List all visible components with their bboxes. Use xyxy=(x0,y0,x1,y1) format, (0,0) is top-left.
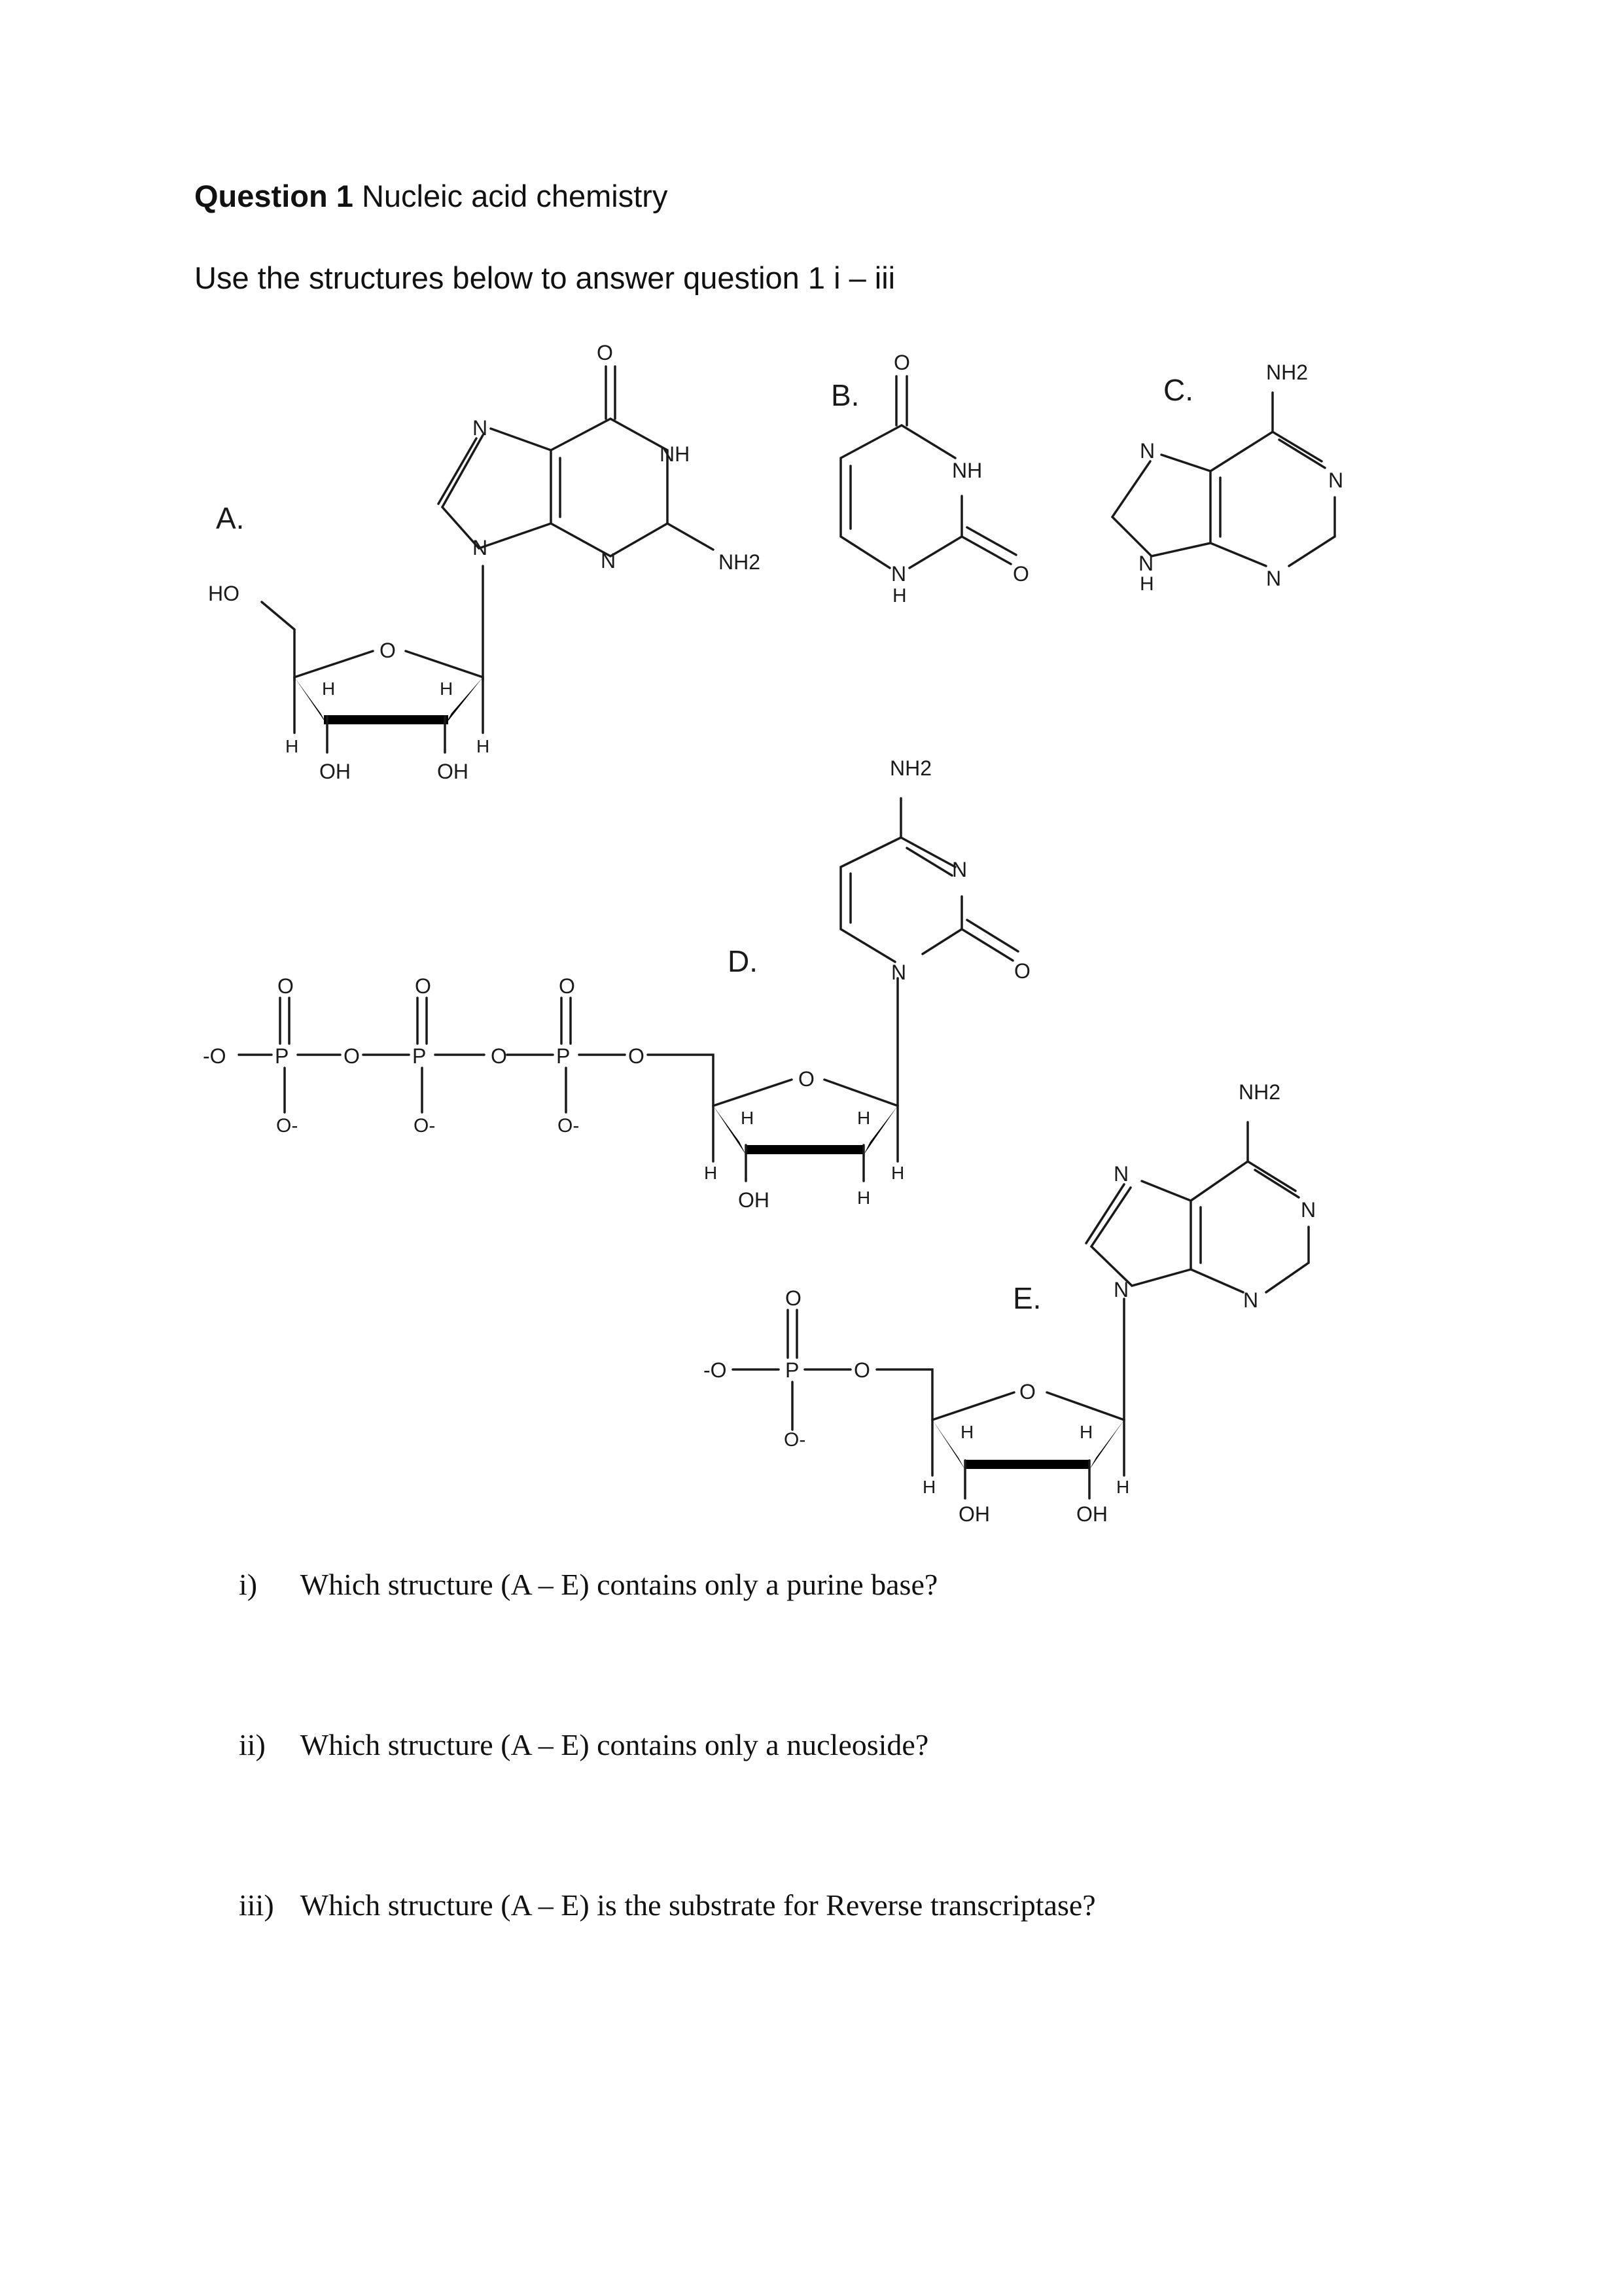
svg-text:H: H xyxy=(857,1108,871,1128)
structure-e-five-ring xyxy=(1091,1181,1191,1286)
svg-text:O: O xyxy=(559,974,575,998)
svg-text:O: O xyxy=(415,974,431,998)
svg-text:O: O xyxy=(1014,959,1031,983)
svg-text:O: O xyxy=(597,341,613,364)
svg-text:H: H xyxy=(741,1108,754,1128)
structure-c-six-ring xyxy=(1210,432,1335,566)
svg-text:H: H xyxy=(1140,573,1154,595)
svg-text:O-: O- xyxy=(784,1429,806,1451)
question-ii-label: ii) xyxy=(239,1728,266,1761)
question-i-label: i) xyxy=(239,1568,258,1601)
svg-text:H: H xyxy=(961,1422,974,1442)
structure-c-five-ring xyxy=(1112,455,1210,556)
question-ii-text: Which structure (A – E) contains only a nucleoside? xyxy=(300,1728,929,1761)
svg-text:O: O xyxy=(1019,1380,1036,1404)
structure-a-label: A. xyxy=(216,501,245,535)
svg-text:H: H xyxy=(704,1163,718,1183)
question-iii-text: Which structure (A – E) is the substrate for Reverse transcriptase? xyxy=(300,1888,1096,1922)
svg-text:N: N xyxy=(952,858,968,881)
structure-d-ring xyxy=(841,798,962,962)
intro-text: Use the structures below to answer question 1 i – iii xyxy=(194,260,896,295)
svg-text:N: N xyxy=(891,562,907,586)
svg-text:N: N xyxy=(1138,552,1154,575)
svg-text:OH: OH xyxy=(319,760,351,783)
svg-text:NH2: NH2 xyxy=(890,756,932,780)
svg-text:H: H xyxy=(1116,1477,1130,1497)
question-ii xyxy=(239,1727,928,1762)
question-i xyxy=(239,1567,938,1602)
svg-text:N: N xyxy=(1114,1162,1129,1186)
svg-text:P: P xyxy=(412,1044,427,1068)
structure-c xyxy=(1112,361,1343,595)
svg-text:H: H xyxy=(1080,1422,1093,1442)
svg-text:O-: O- xyxy=(414,1115,436,1137)
svg-text:H: H xyxy=(476,736,490,756)
question-i-text: Which structure (A – E) contains only a purine base? xyxy=(300,1568,938,1601)
structure-b-ring xyxy=(841,425,962,568)
svg-text:O: O xyxy=(854,1358,870,1382)
svg-text:H: H xyxy=(322,679,336,699)
svg-text:O: O xyxy=(277,974,294,998)
svg-text:H: H xyxy=(923,1477,936,1497)
svg-text:NH2: NH2 xyxy=(1239,1080,1281,1104)
structure-e-phosphate xyxy=(733,1369,932,1420)
structure-c-label: C. xyxy=(1163,373,1193,407)
svg-text:O: O xyxy=(785,1286,802,1310)
structure-d xyxy=(203,756,1031,1212)
structure-e-six-ring xyxy=(1191,1161,1309,1292)
svg-text:O: O xyxy=(344,1044,360,1068)
svg-text:H: H xyxy=(285,736,299,756)
svg-text:NH: NH xyxy=(660,442,690,466)
svg-text:NH: NH xyxy=(952,459,983,482)
svg-text:OH: OH xyxy=(437,760,468,783)
svg-text:N: N xyxy=(472,536,488,559)
structure-b-label: B. xyxy=(831,378,860,412)
structure-a xyxy=(208,341,760,783)
svg-text:N: N xyxy=(601,549,616,573)
svg-text:O: O xyxy=(894,351,910,374)
svg-text:N: N xyxy=(472,416,488,440)
svg-text:NH2: NH2 xyxy=(1266,361,1309,384)
svg-text:HO: HO xyxy=(208,582,239,605)
svg-text:O: O xyxy=(491,1044,507,1068)
svg-text:N: N xyxy=(1243,1288,1259,1312)
svg-text:-O: -O xyxy=(703,1358,727,1382)
question-iii-label: iii) xyxy=(239,1888,274,1922)
svg-text:N: N xyxy=(1114,1278,1129,1301)
svg-text:O: O xyxy=(1013,562,1029,586)
svg-text:-O: -O xyxy=(203,1044,226,1068)
question-title: Nucleic acid chemistry xyxy=(361,179,668,213)
svg-text:H: H xyxy=(892,585,907,607)
svg-text:N: N xyxy=(891,961,907,984)
structure-d-label: D. xyxy=(728,944,758,978)
structure-a-carbonyl xyxy=(606,366,615,419)
svg-text:N: N xyxy=(1301,1198,1316,1222)
structure-b xyxy=(831,351,1029,607)
svg-text:OH: OH xyxy=(1076,1502,1108,1526)
question-number: Question 1 xyxy=(194,179,353,213)
svg-text:O: O xyxy=(628,1044,644,1068)
svg-text:P: P xyxy=(275,1044,289,1068)
svg-text:P: P xyxy=(556,1044,571,1068)
svg-text:OH: OH xyxy=(959,1502,990,1526)
svg-text:N: N xyxy=(1328,468,1344,492)
svg-text:H: H xyxy=(891,1163,905,1183)
svg-text:N: N xyxy=(1140,439,1155,463)
structure-e-label: E. xyxy=(1013,1281,1042,1315)
question-iii xyxy=(239,1888,1096,1922)
svg-text:N: N xyxy=(1266,567,1282,590)
svg-text:OH: OH xyxy=(738,1188,769,1212)
svg-text:H: H xyxy=(440,679,453,699)
svg-text:O: O xyxy=(798,1067,815,1091)
svg-text:P: P xyxy=(785,1358,800,1382)
svg-text:O-: O- xyxy=(276,1115,298,1137)
structure-a-six-ring xyxy=(551,419,667,556)
svg-text:O-: O- xyxy=(557,1115,580,1137)
svg-text:NH2: NH2 xyxy=(718,550,761,574)
svg-text:O: O xyxy=(379,639,396,662)
structure-a-five-ring xyxy=(442,429,551,548)
svg-text:H: H xyxy=(857,1188,871,1208)
